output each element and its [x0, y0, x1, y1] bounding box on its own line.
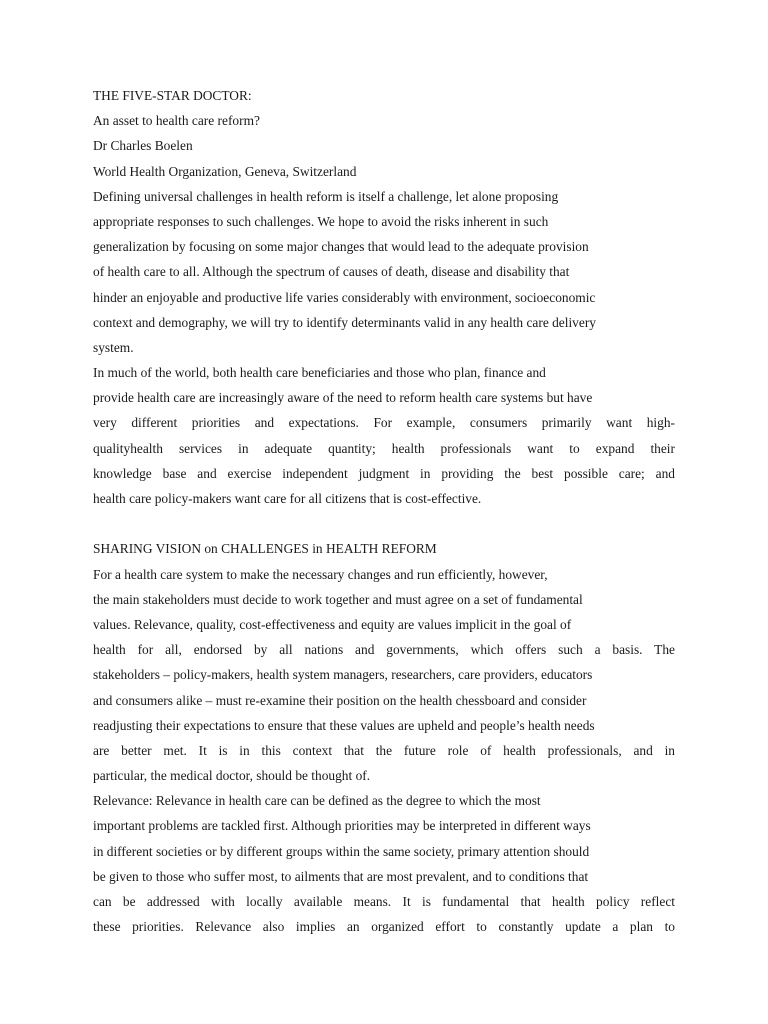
paragraph-intro — [93, 184, 675, 360]
text-line: be given to those who suffer most, to ailments that are most prevalent, and to conditions that — [93, 868, 589, 884]
text-line: Defining universal challenges in health reform is itself a challenge, let alone proposing — [93, 188, 559, 204]
text-line: readjusting their expectations to ensure that these values are upheld and people’s health needs — [93, 717, 595, 733]
document-title: THE FIVE-STAR DOCTOR: — [93, 88, 252, 103]
text-line: stakeholders – policy-makers, health system managers, researchers, care providers, educators — [93, 667, 593, 683]
text-line: particular, the medical doctor, should be thought of. — [93, 768, 371, 784]
text-line: and consumers alike – must re-examine their position on the health chessboard and consider — [93, 692, 587, 708]
text-line: provide health care are increasingly aware of the need to reform health care systems but have — [93, 390, 593, 406]
text-line: appropriate responses to such challenges. We hope to avoid the risks inherent in such — [93, 213, 549, 229]
text-line: context and demography, we will try to identify determinants valid in any health care delivery — [93, 314, 596, 330]
text-line: the main stakeholders must decide to work together and must agree on a set of fundamental — [93, 591, 583, 607]
section-heading: SHARING VISION on CHALLENGES in HEALTH REFORM — [93, 541, 437, 557]
text-line: health care policy-makers want care for all citizens that is cost-effective. — [93, 491, 482, 506]
text-line: knowledge base and exercise independent judgment in providing the best possible care; and — [93, 465, 675, 481]
document-affiliation: World Health Organization, Geneva, Switzerland — [93, 163, 357, 179]
text-line: of health care to all. Although the spectrum of causes of death, disease and disability that — [93, 264, 570, 280]
text-line: are better met. It is in this context that the future role of health professionals, and in — [93, 742, 675, 758]
text-line: qualityhealth services in adequate quantity; health professionals want to expand their — [93, 440, 675, 456]
text-line: system. — [93, 339, 134, 355]
paragraph-stakeholders — [93, 360, 675, 511]
text-line: these priorities. Relevance also implies an organized effort to constantly update a plan to — [93, 919, 675, 935]
text-line: generalization by focusing on some major changes that would lead to the adequate provision — [93, 239, 589, 255]
text-line: very different priorities and expectations. For example, consumers primarily want high- — [93, 415, 675, 431]
text-line: important problems are tackled first. Although priorities may be interpreted in different ways — [93, 818, 591, 834]
blank-line — [93, 511, 675, 536]
text-line: Relevance: Relevance in health care can be defined as the degree to which the most — [93, 793, 541, 809]
text-line: in different societies or by different groups within the same society, primary attention should — [93, 843, 590, 859]
text-line: For a health care system to make the necessary changes and run efficiently, however, — [93, 566, 548, 582]
text-line: health for all, endorsed by all nations and governments, which offers such a basis. The — [93, 642, 675, 658]
text-line: can be addressed with locally available means. It is fundamental that health policy reflect — [93, 894, 675, 909]
document-author: Dr Charles Boelen — [93, 138, 193, 154]
text-line: hinder an enjoyable and productive life varies considerably with environment, socioeconomic — [93, 289, 596, 305]
text-line: values. Relevance, quality, cost-effectiveness and equity are values implicit in the goal of — [93, 616, 572, 632]
paragraph-shared-vision — [93, 562, 675, 789]
paragraph-relevance — [93, 788, 675, 939]
document-page — [93, 83, 675, 939]
document-subtitle: An asset to health care reform? — [93, 113, 260, 129]
text-line: In much of the world, both health care beneficiaries and those who plan, finance and — [93, 365, 546, 381]
